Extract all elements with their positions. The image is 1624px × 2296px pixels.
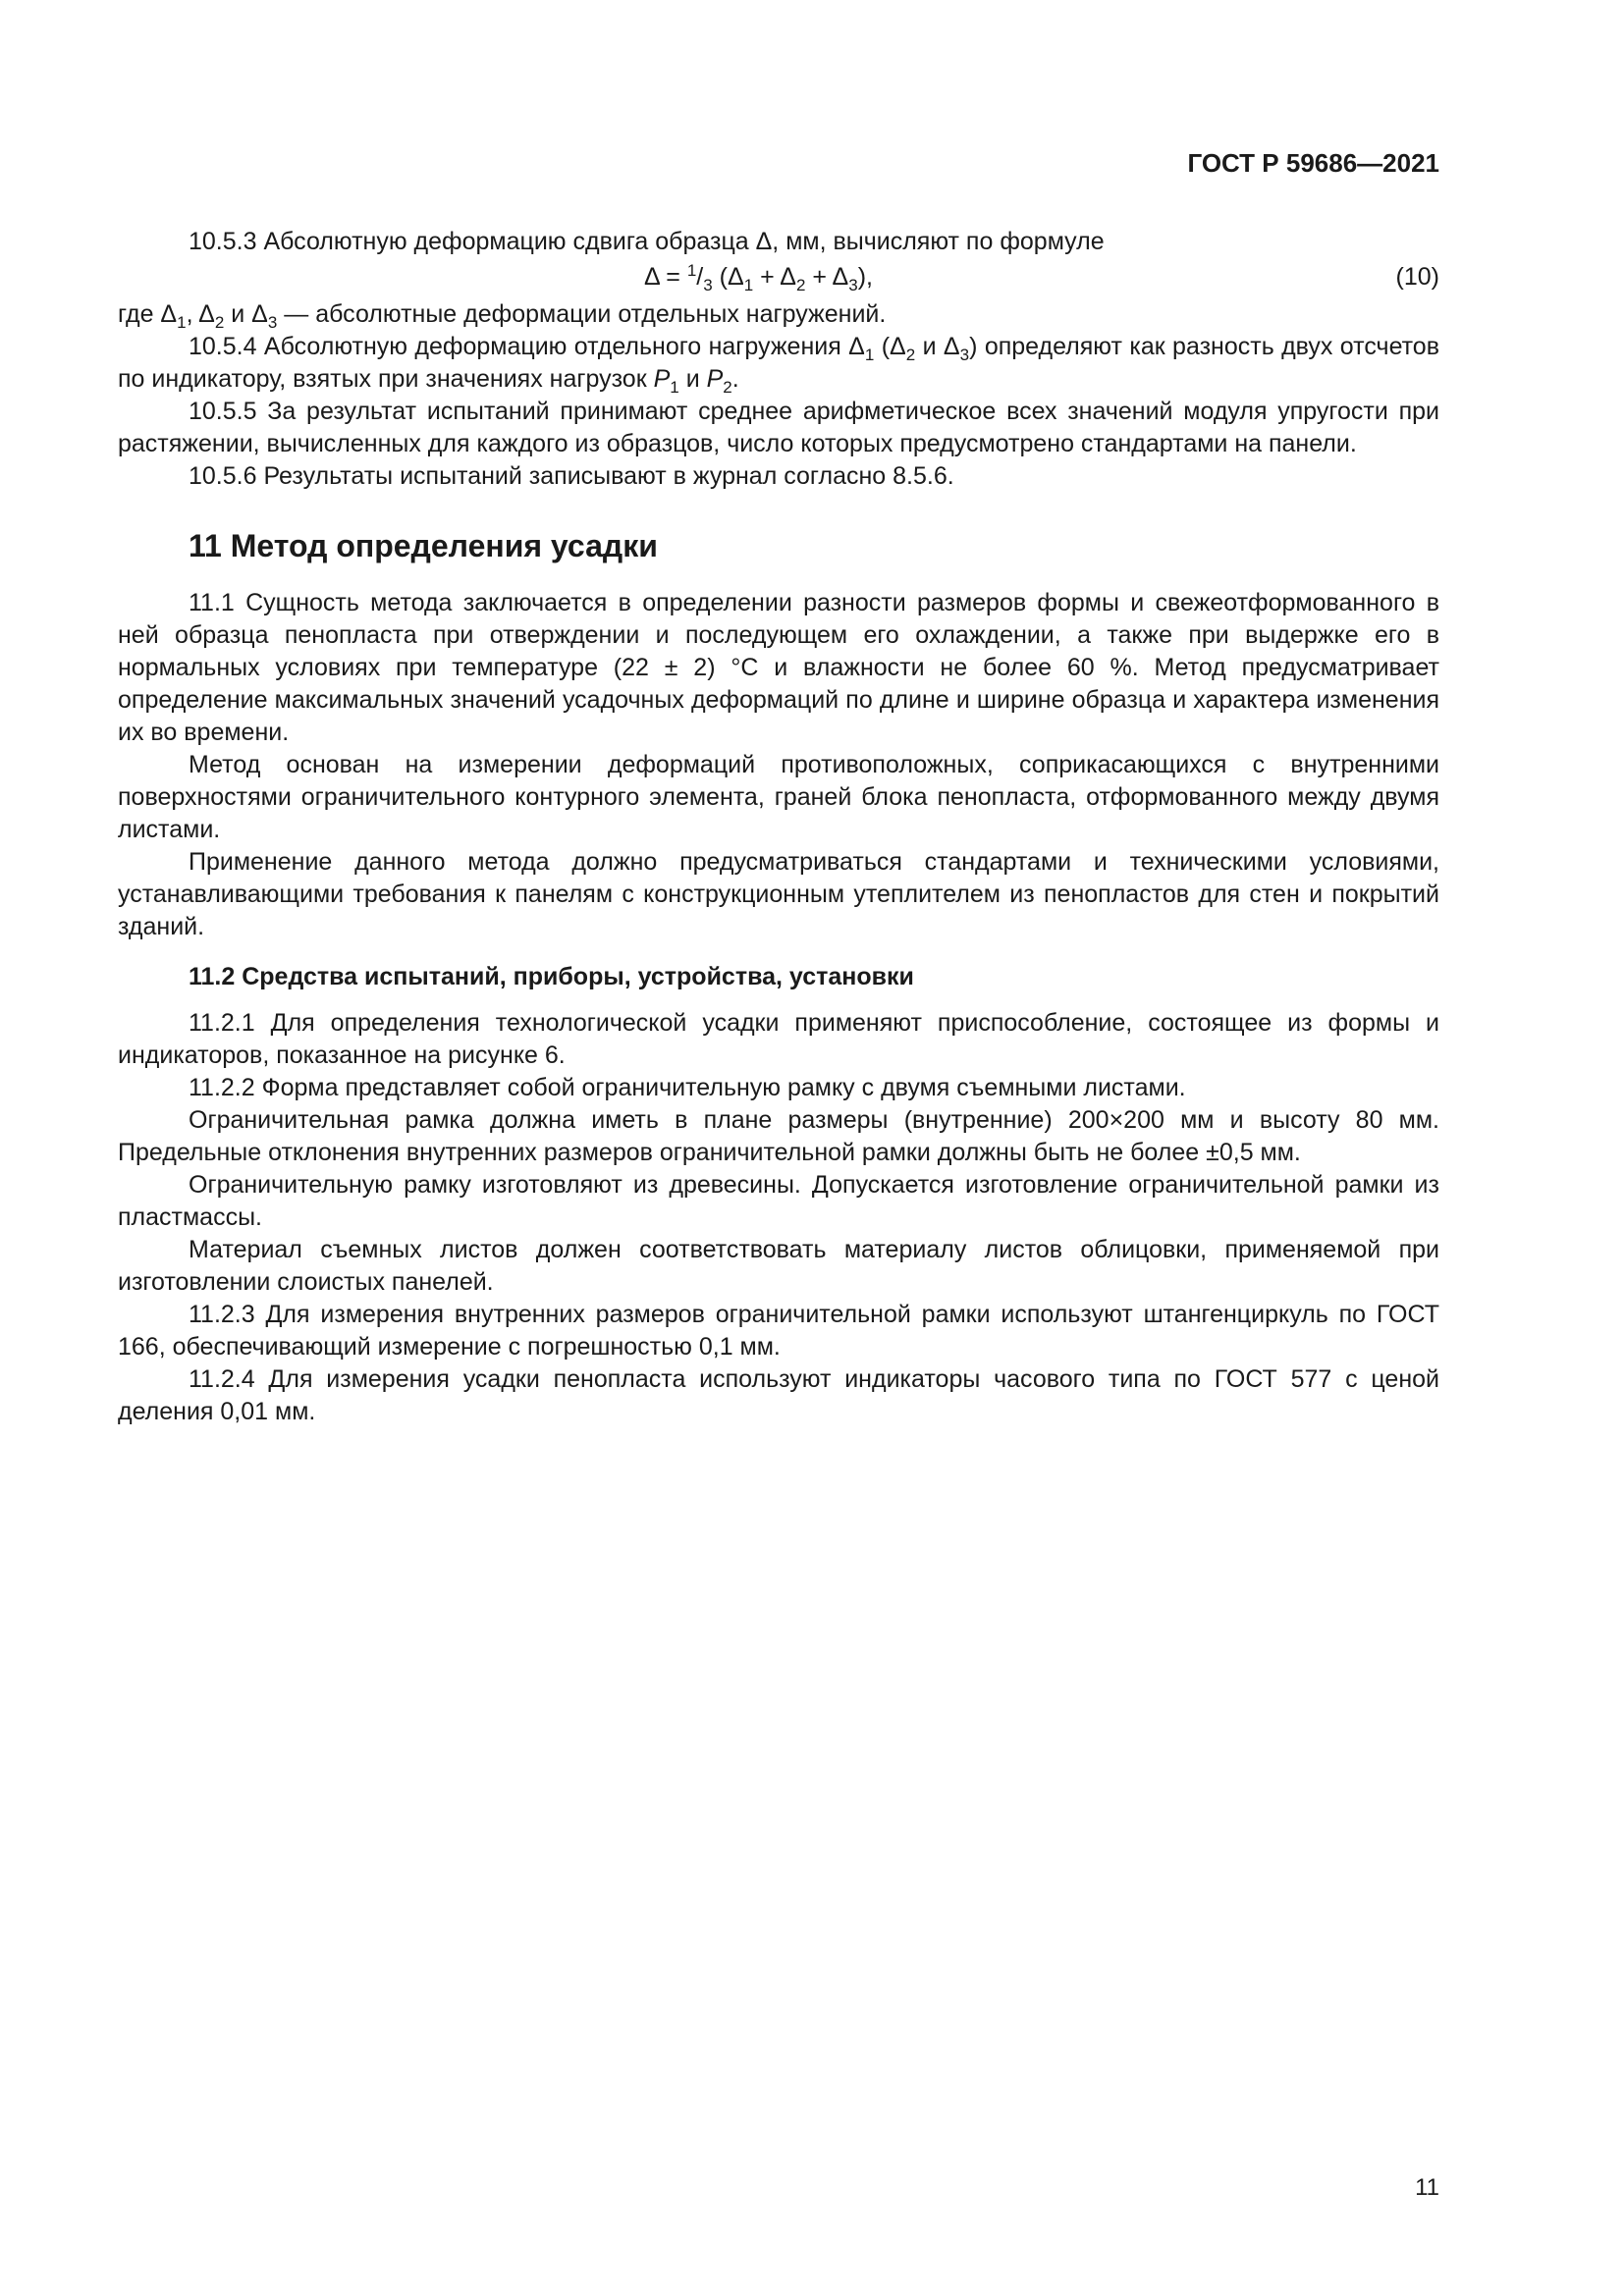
standard-code: ГОСТ Р 59686—2021 bbox=[1187, 148, 1439, 178]
clause-11-2-3: 11.2.3 Для измерения внутренних размеров ограничительной рамки используют штангенциркуль по ГОСТ 166, обеспечивающий измерение с погрешностью 0,1 мм. bbox=[118, 1301, 1439, 1361]
clause-11-1-method-basis: Метод основан на измерении деформаций противоположных, соприкасающихся с внутренними поверхностями ограничительного контурного элемента, граней блока пенопласта, отформованного между двумя листами. bbox=[118, 751, 1439, 843]
formula-number: (10) bbox=[1395, 263, 1439, 291]
formula-expression: $\Delta = ^1/_3$ $(\Delta_1 + \Delta_2 + \Delta_3)$, bbox=[644, 261, 873, 294]
clause-10-5-4: 10.5.4 Абсолютную деформацию отдельного нагружения $\Delta_1$ ($\Delta_2$ и $\Delta_3$) определяют как разность двух отсчетов по индикатору, взятых при значениях нагрузок $P_1$ и $P_2$. bbox=[118, 333, 1439, 397]
formula-10 bbox=[118, 261, 1439, 296]
clause-11-2-2-frame-size: Ограничительная рамка должна иметь в плане размеры (внутренние) 200×200 мм и высоту 80 мм. Предельные отклонения внутренних размеров ограничительной рамки должны быть не более ±0,5 мм. bbox=[118, 1106, 1439, 1166]
section-11-heading: 11 Метод определения усадки bbox=[189, 528, 658, 563]
page-content bbox=[118, 226, 1439, 1428]
clause-11-2-4: 11.2.4 Для измерения усадки пенопласта используют индикаторы часового типа по ГОСТ 577 с ценой деления 0,01 мм. bbox=[118, 1365, 1439, 1425]
clause-11-2-2-sheet-material: Материал съемных листов должен соответствовать материалу листов облицовки, применяемой при изготовлении слоистых панелей. bbox=[118, 1236, 1439, 1296]
clause-10-5-5: 10.5.5 За результат испытаний принимают среднее арифметическое всех значений модуля упругости при растяжении, вычисленных для каждого из образцов, число которых предусмотрено стандартами на панели. bbox=[118, 398, 1439, 457]
clause-11-1: 11.1 Сущность метода заключается в определении разности размеров формы и свежеотформованного в ней образца пенопласта при отверждении и последующем его охлаждении, а также при выдержке его в нормальных условиях при температуре (22 ± 2) °С и влажности не более 60 %. Метод предусматривает определение максимальных значений усадочных деформаций по длине и ширине образца и характера изменения их во времени. bbox=[118, 589, 1439, 746]
where-explanation: где $\Delta_1$, $\Delta_2$ и $\Delta_3$ — абсолютные деформации отдельных нагружений. bbox=[118, 300, 887, 332]
clause-10-5-6: 10.5.6 Результаты испытаний записывают в журнал согласно 8.5.6. bbox=[189, 462, 954, 490]
clause-11-2-2: 11.2.2 Форма представляет собой ограничительную рамку с двумя съемными листами. bbox=[189, 1074, 1186, 1101]
clause-11-1-application: Применение данного метода должно предусматриваться стандартами и техническими условиями, устанавливающими требования к панелям с конструкционным утеплителем из пенопластов для стен и покрытий зданий. bbox=[118, 848, 1439, 940]
page-number: 11 bbox=[1415, 2174, 1439, 2201]
section-11-2-heading: 11.2 Средства испытаний, приборы, устройства, установки bbox=[189, 963, 914, 990]
clause-11-2-2-frame-material: Ограничительную рамку изготовляют из древесины. Допускается изготовление ограничительной рамки из пластмассы. bbox=[118, 1171, 1439, 1231]
clause-11-2-1: 11.2.1 Для определения технологической усадки применяют приспособление, состоящее из формы и индикаторов, показанное на рисунке 6. bbox=[118, 1009, 1439, 1069]
clause-10-5-3: 10.5.3 Абсолютную деформацию сдвига образца Δ, мм, вычисляют по формуле bbox=[189, 228, 1105, 255]
